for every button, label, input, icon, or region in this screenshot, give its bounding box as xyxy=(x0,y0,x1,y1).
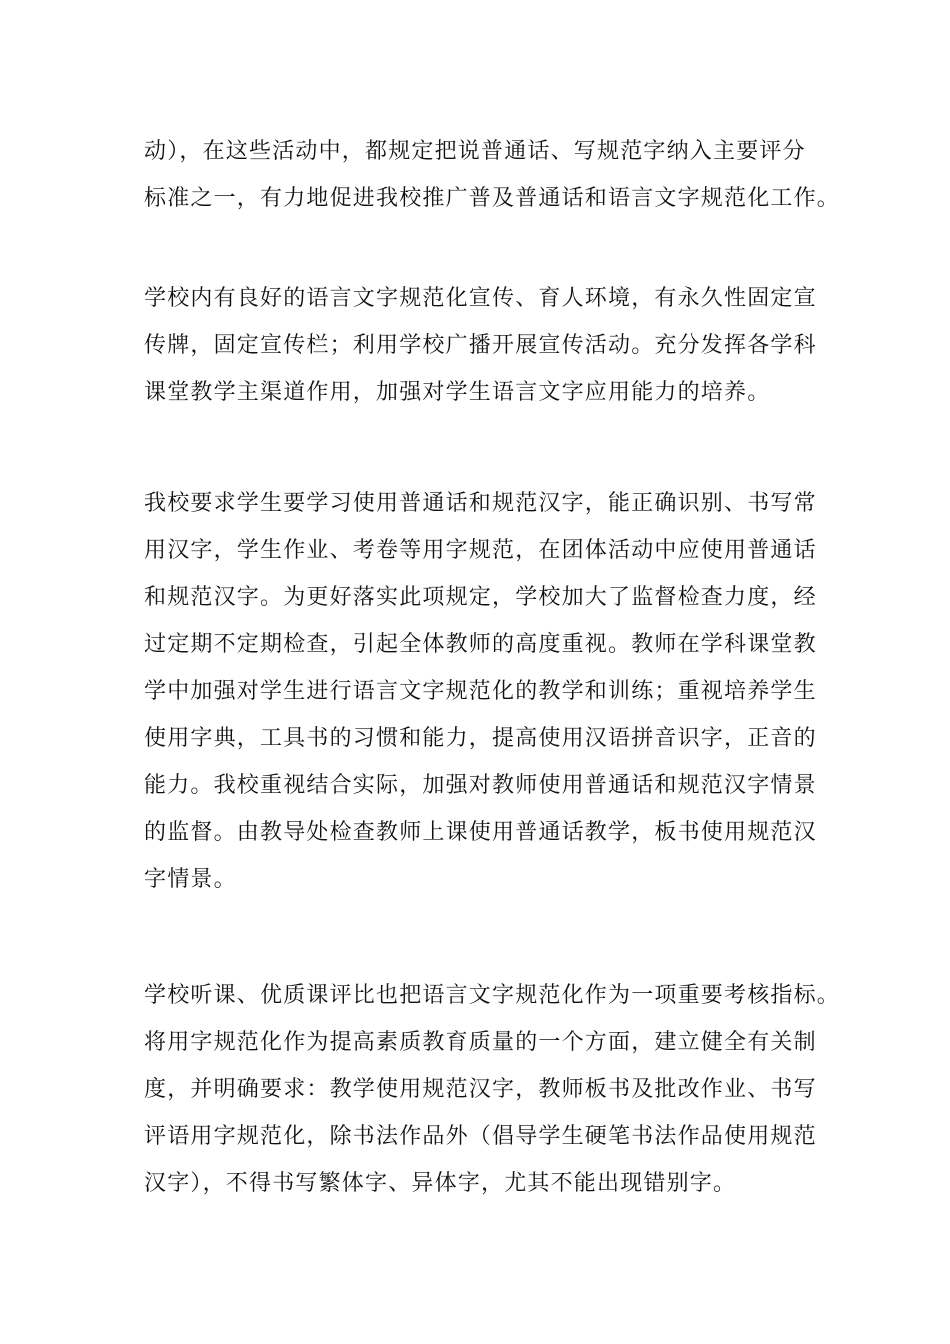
paragraph-2 xyxy=(144,275,817,416)
text-line: 用汉字，学生作业、考卷等用字规范，在团体活动中应使用普通话 xyxy=(144,538,817,563)
text-line: 课堂教学主渠道作用，加强对学生语言文字应用能力的培养。 xyxy=(144,380,771,405)
text-line: 标准之一，有力地促进我校推广普及普通话和语言文字规范化工作。 xyxy=(144,186,841,211)
text-line: 将用字规范化作为提高素质教育质量的一个方面，建立健全有关制 xyxy=(144,1030,817,1055)
text-line: 使用字典，工具书的习惯和能力，提高使用汉语拼音识字，正音的 xyxy=(144,726,817,751)
text-line: 学校内有良好的语言文字规范化宣传、育人环境，有永久性固定宣 xyxy=(144,286,817,311)
text-line: 评语用字规范化，除书法作品外（倡导学生硬笔书法作品使用规范 xyxy=(144,1124,817,1149)
text-line: 度，并明确要求：教学使用规范汉字，教师板书及批改作业、书写 xyxy=(144,1077,817,1102)
text-line: 的监督。由教导处检查教师上课使用普通话教学，板书使用规范汉 xyxy=(144,820,817,845)
paragraph-1 xyxy=(144,128,840,222)
text-line: 学校听课、优质课评比也把语言文字规范化作为一项重要考核指标。 xyxy=(144,983,841,1008)
text-line: 传牌，固定宣传栏；利用学校广播开展宣传活动。充分发挥各学科 xyxy=(144,333,817,358)
text-line: 字情景。 xyxy=(144,867,237,892)
text-line: 我校要求学生要学习使用普通话和规范汉字，能正确识别、书写常 xyxy=(144,491,817,516)
text-line: 汉字），不得书写繁体字、异体字，尤其不能出现错别字。 xyxy=(144,1171,737,1196)
text-line: 能力。我校重视结合实际，加强对教师使用普通话和规范汉字情景 xyxy=(144,773,817,798)
text-line: 过定期不定期检查，引起全体教师的高度重视。教师在学科课堂教 xyxy=(144,632,817,657)
text-line: 学中加强对学生进行语言文字规范化的教学和训练；重视培养学生 xyxy=(144,679,817,704)
paragraph-3 xyxy=(144,480,817,903)
text-line: 动），在这些活动中，都规定把说普通话、写规范字纳入主要评分 xyxy=(144,139,806,164)
paragraph-4 xyxy=(144,972,840,1207)
text-line: 和规范汉字。为更好落实此项规定，学校加大了监督检查力度，经 xyxy=(144,585,817,610)
